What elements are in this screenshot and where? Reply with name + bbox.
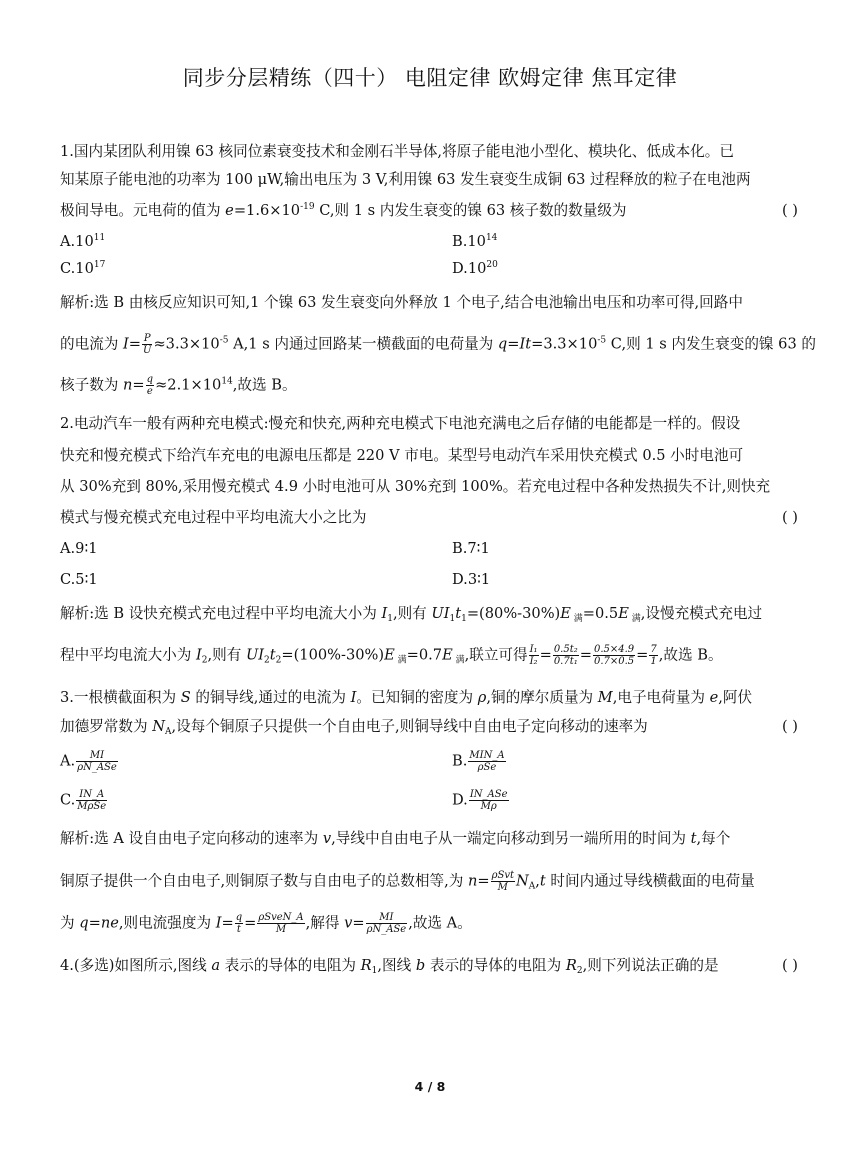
q2-option-b: B.7∶1 bbox=[452, 540, 490, 557]
q2-stem-line-2: 快充和慢充模式下给汽车充电的电源电压都是 220 V 市电。某型号电动汽车采用快充模式 0.5 小时电池可 bbox=[60, 447, 744, 464]
q3-solution-line-1: 解析:选 A 设自由电子定向移动的速率为 v,导线中自由电子从一端定向移动到另一端所用的时间为 t,每个 bbox=[60, 830, 731, 847]
q3-answer-paren: ( ) bbox=[781, 718, 798, 735]
q3-stem-line-1: 3.一根横截面积为 S 的铜导线,通过的电流为 I。已知铜的密度为 ρ,铜的摩尔质量为 M,电子电荷量为 e,阿伏 bbox=[60, 689, 753, 706]
page-number: 4 / 8 bbox=[414, 1079, 446, 1094]
q2-answer-paren: ( ) bbox=[781, 509, 798, 526]
q2-option-c: C.5∶1 bbox=[60, 571, 98, 588]
q3-stem-line-2: 加德罗常数为 $N_A$,设每个铜原子只提供一个自由电子,则铜导线中自由电子定向移动的速率为 bbox=[60, 718, 648, 737]
q3-option-a: A. $\frac{MI}{\text{ρN\_ASe}}$ bbox=[60, 750, 117, 773]
q1-option-a: $A.10^{11}$ bbox=[60, 233, 106, 250]
q2-option-d: D.3∶1 bbox=[452, 571, 491, 588]
q3-option-d: D. $\frac{\text{IN\_ASe}}{M\rho}$ bbox=[452, 789, 508, 812]
q1-stem-line-2: 知某原子能电池的功率为 100 μW,输出电压为 3 V,利用镍 63 发生衰变生成铜 63 过程释放的粒子在电池两 bbox=[60, 171, 751, 188]
q3-option-b: B. $\frac{\text{MIN\_A}}{\text{ρSe}}$ bbox=[452, 750, 505, 773]
q1-answer-paren: ( ) bbox=[781, 202, 798, 219]
q2-solution-line-2: 程中平均电流大小为 $I_2$,则有 $UI_2t_2=(100\%-30\%)E$ $_满$=0.7E $_满$,联立可得 $\frac{\text{I₁}}{\text{I₂}}$ = $\frac{\text{0.5t₂}}{\text{0.7t₁}}$ = $\frac{0.5\times 4.9}{0.7\times 0.5}$ = $\frac{7}{1}$ ,故选 B。 bbox=[60, 644, 723, 667]
q2-stem-line-4: 模式与慢充模式充电过程中平均电流大小之比为 bbox=[60, 509, 367, 526]
q2-option-a: A.9∶1 bbox=[60, 540, 98, 557]
q2-solution-line-1: 解析:选 B 设快充模式充电过程中平均电流大小为 $I_1$,则有 $UI_1t_1=(80\%-30\%)E$ $_满$=0.5E $_满$,设慢充模式充电过 bbox=[60, 605, 763, 624]
q1-option-c: $C.10^{17}$ bbox=[60, 260, 106, 277]
q1-solution-line-1: 解析:选 B 由核反应知识可知,1 个镍 63 发生衰变向外释放 1 个电子,结合电池输出电压和功率可得,回路中 bbox=[60, 294, 743, 311]
page-title: 同步分层精练（四十） 电阻定律 欧姆定律 焦耳定律 bbox=[182, 66, 678, 90]
q1-solution-line-3: 核子数为 n= $\frac{q}{e}$ $\approx 2.1\times 10^{14}$,故选 B。 bbox=[60, 374, 297, 397]
q2-stem-line-1: 2.电动汽车一般有两种充电模式:慢充和快充,两种充电模式下电池充满电之后存储的电能都是一样的。假设 bbox=[60, 415, 741, 432]
q4-stem-line-1: 4.(多选)如图所示,图线 a 表示的导体的电阻为 $R_1$,图线 b 表示的导体的电阻为 $R_2$,则下列说法正确的是 bbox=[60, 957, 719, 976]
q2-stem-line-3: 从 30%充到 80%,采用慢充模式 4.9 小时电池可从 30%充到 100%。若充电过程中各种发热损失不计,则快充 bbox=[60, 478, 771, 495]
q1-option-b: $B.10^{14}$ bbox=[452, 233, 498, 250]
q1-solution-line-2: 的电流为 I= $\frac{P}{U}$ $\approx 3.3\times 10^{-5}$ A,1 s 内通过回路某一横截面的电荷量为 $q=It=3.3\times 10^{-5}$ C,则 1 s 内发生衰变的镍 63 的 bbox=[60, 333, 816, 356]
q1-option-d: $D.10^{20}$ bbox=[452, 260, 498, 277]
q1-stem-line-3: 极间导电。元电荷的值为 $e=1.6\times 10^{-19}$ C,则 1 s 内发生衰变的镍 63 核子数的数量级为 bbox=[60, 202, 627, 219]
q4-answer-paren: ( ) bbox=[781, 957, 798, 974]
q1-stem-line-1: 1.国内某团队利用镍 63 核同位素衰变技术和金刚石半导体,将原子能电池小型化、模块化、低成本化。已 bbox=[60, 143, 734, 160]
q3-solution-line-2: 铜原子提供一个自由电子,则铜原子数与自由电子的总数相等,为 n= $\frac{\text{ρSvt}}{M}$ $N_A,t$ 时间内通过导线横截面的电荷量 bbox=[60, 870, 755, 893]
q3-solution-line-3: 为 q=ne,则电流强度为 I= $\frac{q}{t}$ = $\frac{\text{ρSveN\_A}}{M}$ ,解得 v= $\frac{MI}{\text{ρN\_ASe}}$ ,故选 A。 bbox=[60, 912, 472, 935]
q3-option-c: C. $\frac{IN\_A}{\text{MρSe}}$ bbox=[60, 789, 107, 812]
